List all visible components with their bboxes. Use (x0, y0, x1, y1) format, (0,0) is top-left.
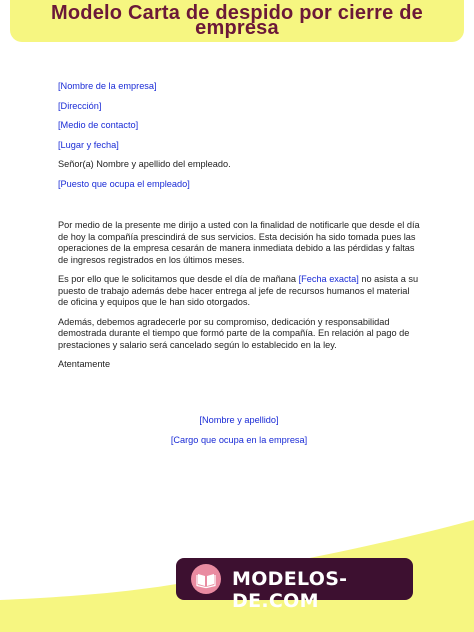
paragraph-2-before: Es por ello que le solicitamos que desde el día de mañana (58, 274, 299, 284)
employee-position-field: [Puesto que ocupa el empleado] (58, 178, 190, 189)
salutation: Señor(a) Nombre y apellido del empleado. (58, 159, 231, 169)
paragraph-1: Por medio de la presente me dirijo a usted con la finalidad de notificarle que desde el día de hoy la compañía prescindirá de sus servicios. Esta decisión ha sido tomada pues las operaciones de la empresa cesarán de manera inmediata debido a las pérdidas y faltas de ingresos registrados en los últimos meses. (58, 220, 420, 265)
paragraph-2-after: no asista a su puesto de trabajo además debe hacer entrega al jefe de recursos humanos el material de oficina y equipos que le han sido otorgados. (58, 274, 419, 307)
letter-body (58, 81, 420, 447)
paragraph-3: Además, debemos agradecerle por su compromiso, dedicación y responsabilidad demostrada durante el tiempo que formó parte de la compañía. En relación al pago de prestaciones y salario será cancelado según lo establecido en la ley. (58, 316, 410, 350)
company-name-field: [Nombre de la empresa] (58, 81, 157, 91)
paragraph-2 (58, 274, 420, 309)
place-date-field: [Lugar y fecha] (58, 139, 119, 150)
signature-name-field: [Nombre y apellido] (199, 414, 279, 425)
brand-logo-text: MODELOS-DE.COM (232, 568, 348, 612)
page-title: Modelo Carta de despido por cierre de empresa (51, 2, 423, 39)
open-book-icon (191, 564, 221, 594)
brand-logo[interactable] (176, 558, 413, 612)
address-field: [Dirección] (58, 100, 102, 111)
signature-position-field: [Cargo que ocupa en la empresa] (170, 435, 308, 445)
closing: Atentamente (58, 359, 111, 369)
contact-field: [Medio de contacto] (58, 120, 139, 130)
exact-date-field: [Fecha exacta] (298, 274, 359, 284)
